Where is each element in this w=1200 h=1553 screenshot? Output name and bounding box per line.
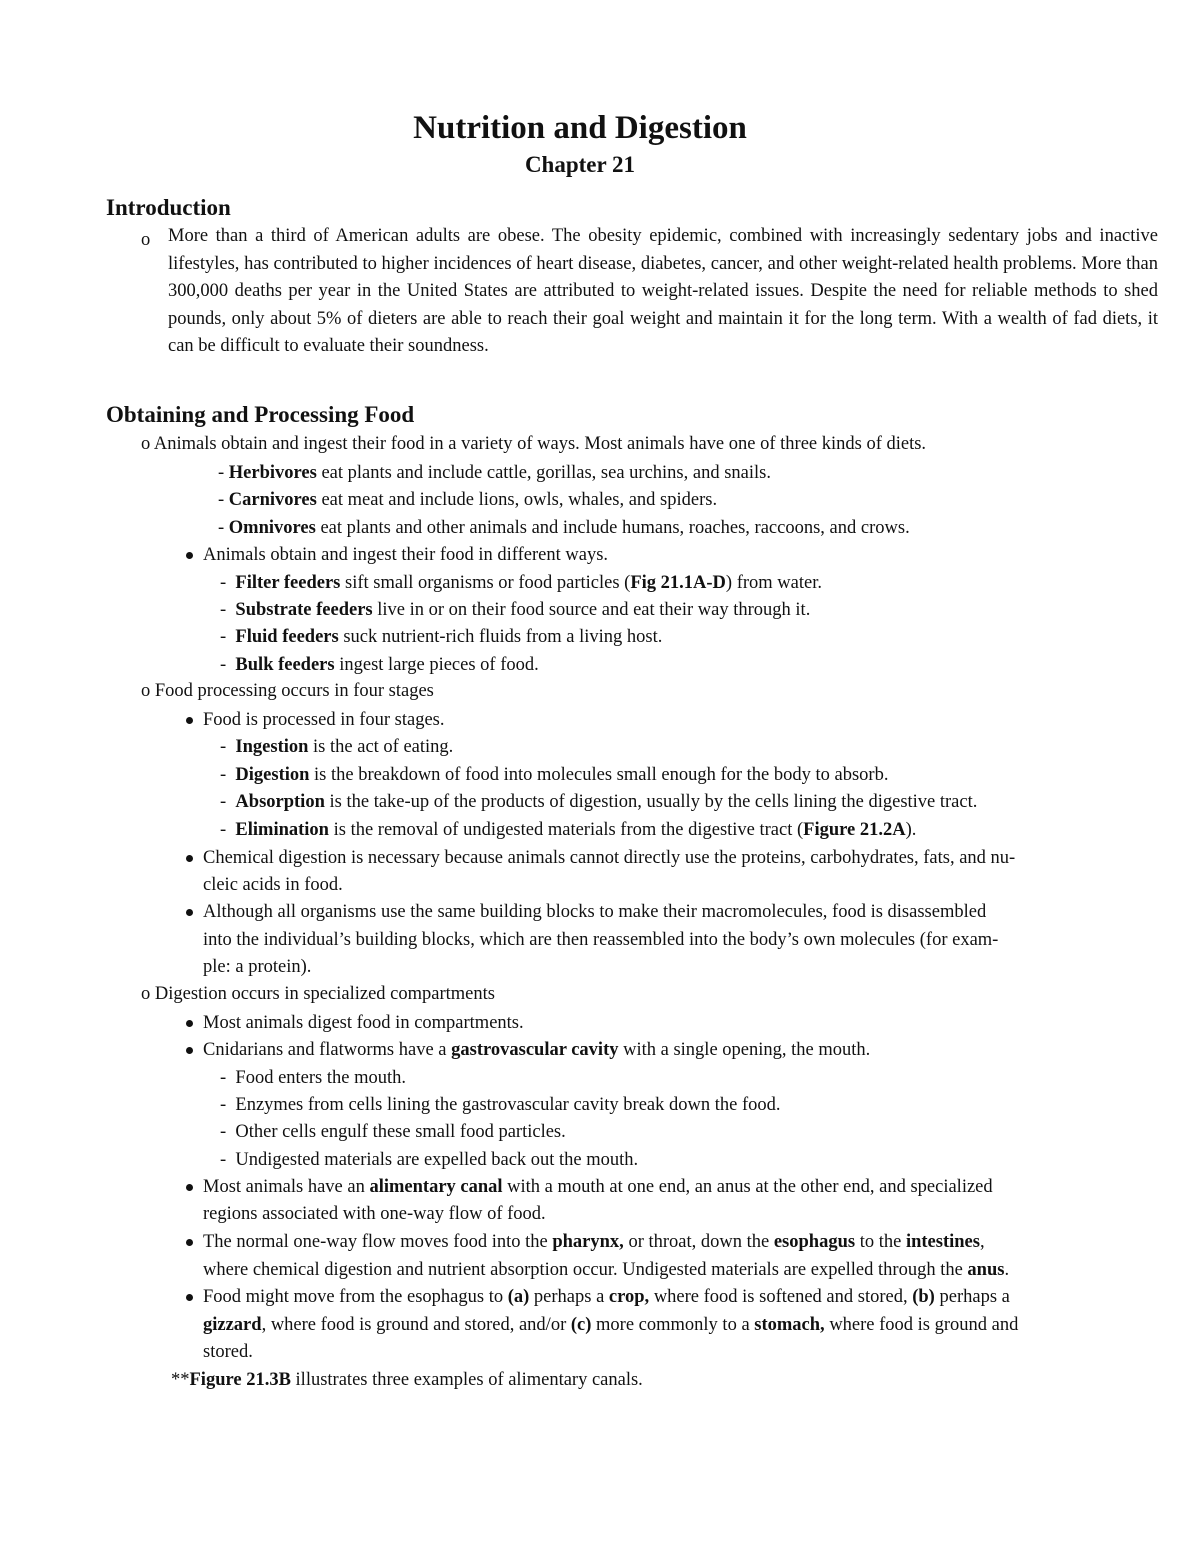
bullet-text: The normal one-way flow moves food into the <box>203 1232 553 1252</box>
stage-term: Elimination <box>235 820 329 840</box>
bullet-dot-icon <box>186 717 193 724</box>
diet-carnivores: - Carnivores eat meat and include lions, owls, whales, and spiders. <box>218 490 718 510</box>
bullet-text: where chemical digestion and nutrient absorption occur. Undigested materials are expelled through the <box>203 1260 968 1280</box>
document-title: Nutrition and Digestion <box>413 110 747 146</box>
stage-text: is the breakdown of food into molecules small enough for the body to absorb. <box>309 765 889 785</box>
bullet-text: Most animals have an <box>203 1177 370 1197</box>
feeder-fluid: - Fluid feeders suck nutrient-rich fluids from a living host. <box>220 627 663 647</box>
cavity-step: - Enzymes from cells lining the gastrovascular cavity break down the food. <box>220 1095 781 1115</box>
bullet-text: more commonly to a <box>591 1315 755 1335</box>
chapter-subtitle: Chapter 21 <box>524 152 636 177</box>
note-text: illustrates three examples of alimentary canals. <box>290 1370 643 1390</box>
cavity-step-text: Other cells engulf these small food particles. <box>235 1122 566 1142</box>
stage-term: Absorption <box>235 792 325 812</box>
bullet-compartments: Most animals digest food in compartments. <box>203 1013 524 1033</box>
diet-herbivores: - Herbivores eat plants and include cattle, gorillas, sea urchins, and snails. <box>218 463 771 483</box>
key-term: intestines <box>905 1232 980 1252</box>
feeder-text: ) from water. <box>725 573 822 593</box>
note-text: ** <box>171 1370 190 1390</box>
bullet-text: where food is ground and <box>824 1315 1019 1335</box>
bullet-dot-icon <box>186 1047 193 1054</box>
key-term: gastrovascular cavity <box>451 1040 619 1060</box>
feeder-term: Fluid feeders <box>235 627 339 647</box>
bullet-text: perhaps a <box>529 1287 609 1307</box>
intro-marker: o <box>141 230 151 250</box>
stage-text: is the removal of undigested materials from the digestive tract ( <box>328 820 804 840</box>
food-processing-item: o Food processing occurs in four stages <box>141 681 434 701</box>
bullet-text: perhaps a <box>934 1287 1010 1307</box>
bullet-text: where food is softened and stored, <box>649 1287 913 1307</box>
bullet-dot-icon <box>186 1184 193 1191</box>
figure-reference: Figure 21.3B <box>189 1370 291 1390</box>
bullet-text: Cnidarians and flatworms have a <box>203 1040 452 1060</box>
bullet-text: , <box>979 1232 985 1252</box>
feeder-bulk: - Bulk feeders ingest large pieces of food. <box>220 655 539 675</box>
bullet-text: to the <box>855 1232 906 1252</box>
diet-term: Omnivores <box>228 518 316 538</box>
stage-digestion: - Digestion is the breakdown of food into molecules small enough for the body to absorb. <box>220 765 889 785</box>
bullet-gastrovascular <box>203 1036 870 1064</box>
bullet-feeding-ways: Animals obtain and ingest their food in different ways. <box>203 545 609 565</box>
stage-text: is the take-up of the products of digestion, usually by the cells lining the digestive tract. <box>324 792 978 812</box>
bullet-dot-icon <box>186 552 193 559</box>
bullet-dot-icon <box>186 909 193 916</box>
key-term: esophagus <box>773 1232 856 1252</box>
stage-absorption: - Absorption is the take-up of the products of digestion, usually by the cells lining the digestive tract. <box>220 792 978 812</box>
stage-text: is the act of eating. <box>308 737 454 757</box>
cavity-step-text: Undigested materials are expelled back out the mouth. <box>235 1150 639 1170</box>
feeder-text: sift small organisms or food particles ( <box>340 573 631 593</box>
bullet-text: with a single opening, the mouth. <box>618 1040 871 1060</box>
stage-term: Ingestion <box>235 737 309 757</box>
stage-text: ). <box>905 820 917 840</box>
key-term: (a) <box>507 1287 530 1307</box>
diet-term: Carnivores <box>228 490 317 510</box>
bullet-chemical-digestion-l2: cleic acids in food. <box>203 875 343 895</box>
bullet-crop-gizzard-l3: stored. <box>203 1342 253 1362</box>
figure-reference: Fig 21.1A-D <box>630 573 726 593</box>
key-term: gizzard <box>203 1315 262 1335</box>
stage-ingestion: - Ingestion is the act of eating. <box>220 737 454 757</box>
diet-text: eat plants and include cattle, gorillas, sea urchins, and snails. <box>316 463 771 483</box>
cavity-step-text: Enzymes from cells lining the gastrovascular cavity break down the food. <box>235 1095 781 1115</box>
intro-paragraph: More than a third of American adults are obese. The obesity epidemic, combined with increasingly sedentary jobs and inactive lifestyles, has contributed to higher incidences of heart disease, diabetes, cancer, and other weight-related health problems. More than 300,000 deaths per year in the United States are attributed to weight-related issues. Despite the need for reliable methods to shed pounds, only about 5% of dieters are able to reach their goal weight and maintain it for the long term. With a wealth of fad diets, it can be difficult to evaluate their soundness. <box>168 226 1158 356</box>
bullet-crop-gizzard-l1 <box>203 1283 1010 1311</box>
stage-elimination: - Elimination is the removal of undigested materials from the digestive tract (Figure 21.2A). <box>220 820 917 840</box>
compartments-item: o Digestion occurs in specialized compartments <box>141 984 495 1004</box>
stage-term: Digestion <box>235 765 310 785</box>
feeder-text: suck nutrient-rich fluids from a living host. <box>338 627 663 647</box>
bullet-building-blocks-l2: into the individual’s building blocks, which are then reassembled into the body’s own molecules (for exam- <box>203 930 999 950</box>
bullet-text: with a mouth at one end, an anus at the other end, and specialized <box>502 1177 993 1197</box>
diets-item: o Animals obtain and ingest their food in a variety of ways. Most animals have one of three kinds of diets. <box>141 434 927 454</box>
bullet-dot-icon <box>186 1020 193 1027</box>
diet-omnivores: - Omnivores eat plants and other animals and include humans, roaches, raccoons, and crows. <box>218 518 910 538</box>
diet-text: eat plants and other animals and include humans, roaches, raccoons, and crows. <box>315 518 910 538</box>
cavity-step: - Undigested materials are expelled back out the mouth. <box>220 1150 639 1170</box>
feeder-term: Filter feeders <box>235 573 341 593</box>
key-term: crop, <box>608 1287 650 1307</box>
key-term: stomach, <box>754 1315 825 1335</box>
bullet-alimentary-l1 <box>203 1173 993 1201</box>
key-term: (c) <box>570 1315 592 1335</box>
bullet-text: or throat, down the <box>623 1232 774 1252</box>
bullet-text: . <box>1004 1260 1010 1280</box>
bullet-dot-icon <box>186 855 193 862</box>
cavity-step: - Food enters the mouth. <box>220 1068 407 1088</box>
diet-text: eat meat and include lions, owls, whales, and spiders. <box>316 490 718 510</box>
bullet-chemical-digestion-l1: Chemical digestion is necessary because animals cannot directly use the proteins, carbohydrates, fats, and nu- <box>203 848 1016 868</box>
introduction-heading: Introduction <box>106 195 231 220</box>
bullet-crop-gizzard-l2 <box>203 1311 1018 1339</box>
feeder-term: Substrate feeders <box>235 600 373 620</box>
diet-term: Herbivores <box>228 463 317 483</box>
feeder-term: Bulk feeders <box>235 655 335 675</box>
figure-note <box>171 1366 643 1394</box>
cavity-step-text: Food enters the mouth. <box>235 1068 407 1088</box>
feeder-text: live in or on their food source and eat their way through it. <box>372 600 811 620</box>
bullet-dot-icon <box>186 1239 193 1246</box>
bullet-building-blocks-l3: ple: a protein). <box>203 957 312 977</box>
obtaining-food-heading: Obtaining and Processing Food <box>106 402 415 427</box>
key-term: anus <box>967 1260 1005 1280</box>
feeder-text: ingest large pieces of food. <box>334 655 539 675</box>
figure-reference: Figure 21.2A <box>803 820 906 840</box>
bullet-four-stages: Food is processed in four stages. <box>203 710 445 730</box>
key-term: pharynx, <box>552 1232 624 1252</box>
key-term: alimentary canal <box>369 1177 503 1197</box>
bullet-alimentary-l2: regions associated with one-way flow of food. <box>203 1204 546 1224</box>
bullet-building-blocks-l1: Although all organisms use the same building blocks to make their macromolecules, food is disassembled <box>203 902 987 922</box>
feeder-substrate: - Substrate feeders live in or on their food source and eat their way through it. <box>220 600 811 620</box>
bullet-text: Food might move from the esophagus to <box>203 1287 508 1307</box>
bullet-text: , where food is ground and stored, and/or <box>261 1315 571 1335</box>
key-term: (b) <box>912 1287 935 1307</box>
cavity-step: - Other cells engulf these small food particles. <box>220 1122 566 1142</box>
bullet-one-way-flow-l2 <box>203 1256 1009 1284</box>
bullet-dot-icon <box>186 1294 193 1301</box>
feeder-filter: - Filter feeders sift small organisms or food particles (Fig 21.1A-D) from water. <box>220 573 822 593</box>
bullet-one-way-flow-l1 <box>203 1228 985 1256</box>
